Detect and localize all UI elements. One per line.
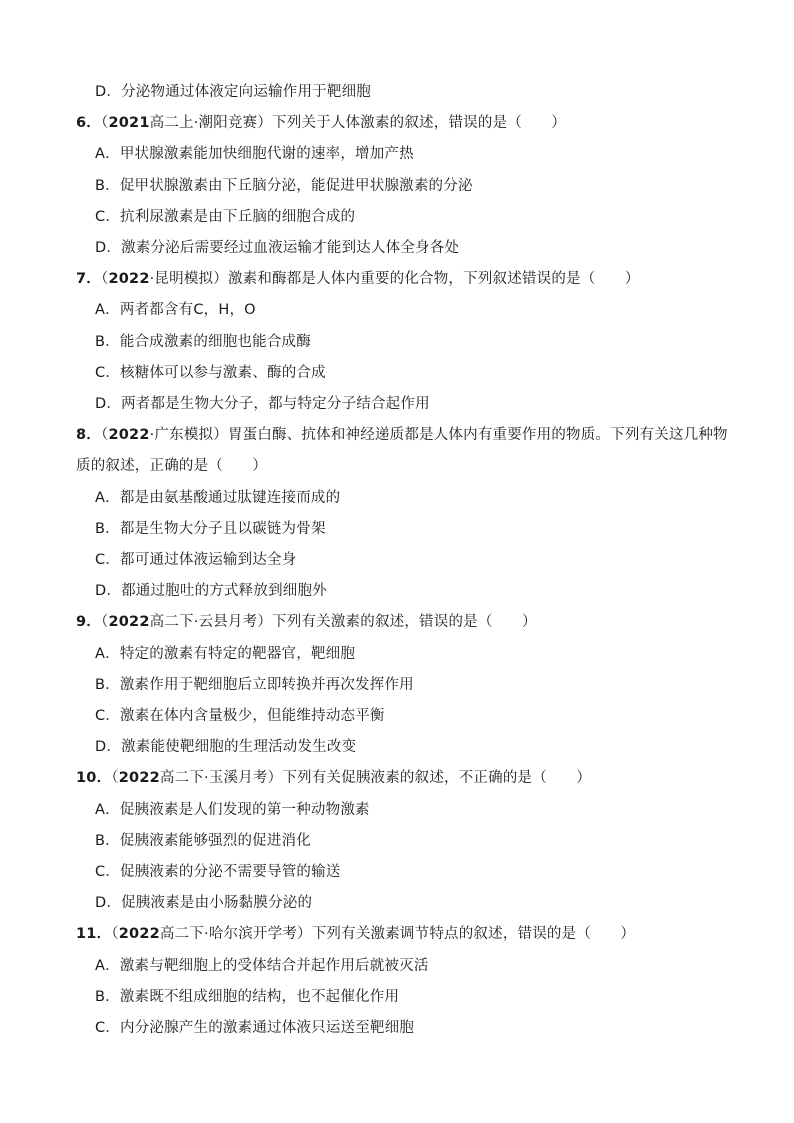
source-open-paren: （ [101,614,109,630]
source-year: 2022 [118,926,160,942]
option-line [95,737,356,757]
option-line [95,800,370,820]
source-year: 2022 [108,614,150,630]
option-letter: D． [95,583,122,599]
source-label: ·广东模拟） [149,427,228,443]
question-number: 7． [76,271,101,287]
question-text: 下列有关激素的叙述，错误的是（ ） [272,614,537,630]
option-letter: B． [95,677,120,693]
option-line [95,332,311,352]
option-letter: B． [95,521,120,537]
option-line [95,987,399,1007]
option-letter: A． [95,802,120,818]
option-text: 核糖体可以参与激素、酶的合成 [120,365,326,381]
source-label: 高二下·玉溪月考） [159,770,283,786]
option-line [95,394,430,414]
source-year: 2021 [108,115,150,131]
question-number: 10． [76,770,112,786]
option-line [95,300,256,320]
option-text: 都可通过体液运输到达全身 [120,552,297,568]
option-line [95,176,473,196]
option-text: 能合成激素的细胞也能合成酶 [119,334,311,350]
option-text: 都通过胞吐的方式释放到细胞外 [121,583,327,599]
option-letter: A． [95,302,120,318]
source-label: 高二下·云县月考） [149,614,273,630]
source-open-paren: （ [101,115,109,131]
option-text: 激素与靶细胞上的受体结合并起作用后就被灭活 [119,958,429,974]
option-text: 激素能使靶细胞的生理活动发生改变 [121,739,357,755]
option-line [95,956,429,976]
question-number: 8． [76,427,101,443]
option-text: 抗利尿激素是由下丘脑的细胞合成的 [120,209,356,225]
question-number: 6． [76,115,101,131]
option-letter: B． [95,833,120,849]
option-text: 促胰液素是由小肠黏膜分泌的 [121,895,313,911]
option-text: 都是生物大分子且以碳链为骨架 [119,521,326,537]
option-line [95,363,326,383]
option-text: 都是由氨基酸通过肽键连接而成的 [119,490,341,506]
option-text: 促胰液素的分泌不需要导管的输送 [120,864,341,880]
option-line [95,1018,414,1038]
option-letter: B． [95,334,120,350]
source-open-paren: （ [101,427,109,443]
option-letter: C． [95,552,121,568]
option-line [95,519,326,539]
question-stem [76,113,566,133]
question-stem [76,768,591,788]
option-line [95,144,414,164]
source-year: 2022 [108,427,150,443]
option-letter: D． [95,396,122,412]
option-text: 激素分泌后需要经过血液运输才能到达人体全身各处 [121,240,460,256]
option-text: 激素在体内含量极少，但能维持动态平衡 [120,708,385,724]
option-text: 两者都含有C，H，O [119,302,256,318]
source-open-paren: （ [111,926,119,942]
option-letter: C． [95,209,121,225]
option-letter: D． [95,84,122,100]
question-number: 9． [76,614,101,630]
question-number: 11． [76,926,112,942]
option-letter: D． [95,739,122,755]
option-letter: D． [95,895,122,911]
option-text: 促甲状腺激素由下丘脑分泌，能促进甲状腺激素的分泌 [119,178,473,194]
question-text: 胃蛋白酶、抗体和神经递质都是人体内有重要作用的物质。下列有关这几种物 [227,427,728,443]
source-label: 高二上·潮阳竞赛） [149,115,273,131]
question-text: 下列有关促胰液素的叙述，不正确的是（ ） [282,770,592,786]
option-letter: C． [95,864,121,880]
option-letter: A． [95,646,120,662]
question-stem [76,269,640,289]
option-text: 特定的激素有特定的靶器官，靶细胞 [119,646,356,662]
option-text: 两者都是生物大分子，都与特定分子结合起作用 [121,396,430,412]
option-letter: B． [95,178,120,194]
option-text: 促胰液素是人们发现的第一种动物激素 [119,802,370,818]
option-text: 促胰液素能够强烈的促进消化 [119,833,311,849]
option-letter: A． [95,490,120,506]
option-line [95,831,311,851]
question-text-continued: 质的叙述，正确的是（ ） [76,458,268,474]
option-line [95,862,341,882]
option-letter: B． [95,989,120,1005]
option-line [95,893,312,913]
source-year: 2022 [108,271,150,287]
option-letter: C． [95,708,121,724]
question-text: 下列关于人体激素的叙述，错误的是（ ） [272,115,567,131]
option-letter: C． [95,365,121,381]
source-year: 2022 [118,770,160,786]
option-letter: C． [95,1020,121,1036]
question-text: 下列有关激素调节特点的叙述，错误的是（ ） [311,926,636,942]
source-open-paren: （ [101,271,109,287]
option-line [95,207,355,227]
option-line [95,82,371,102]
option-letter: D． [95,240,122,256]
question-stem [76,425,728,445]
option-line [95,644,355,664]
option-line [95,238,459,258]
option-text: 内分泌腺产生的激素通过体液只运送至靶细胞 [120,1020,415,1036]
option-line [95,581,327,601]
option-text: 激素作用于靶细胞后立即转换并再次发挥作用 [119,677,414,693]
source-open-paren: （ [111,770,119,786]
source-label: ·昆明模拟） [149,271,228,287]
option-line [95,488,340,508]
question-stem [76,924,635,944]
option-letter: A． [95,146,120,162]
question-text: 激素和酶都是人体内重要的化合物，下列叙述错误的是（ ） [227,271,640,287]
option-text: 分泌物通过体液定向运输作用于靶细胞 [121,84,371,100]
option-text: 甲状腺激素能加快细胞代谢的速率，增加产热 [119,146,414,162]
option-letter: A． [95,958,120,974]
question-stem [76,612,537,632]
option-line [95,550,296,570]
source-label: 高二下·哈尔滨开学考） [159,926,312,942]
option-line [95,706,385,726]
option-line [95,675,414,695]
option-text: 激素既不组成细胞的结构，也不起催化作用 [119,989,400,1005]
